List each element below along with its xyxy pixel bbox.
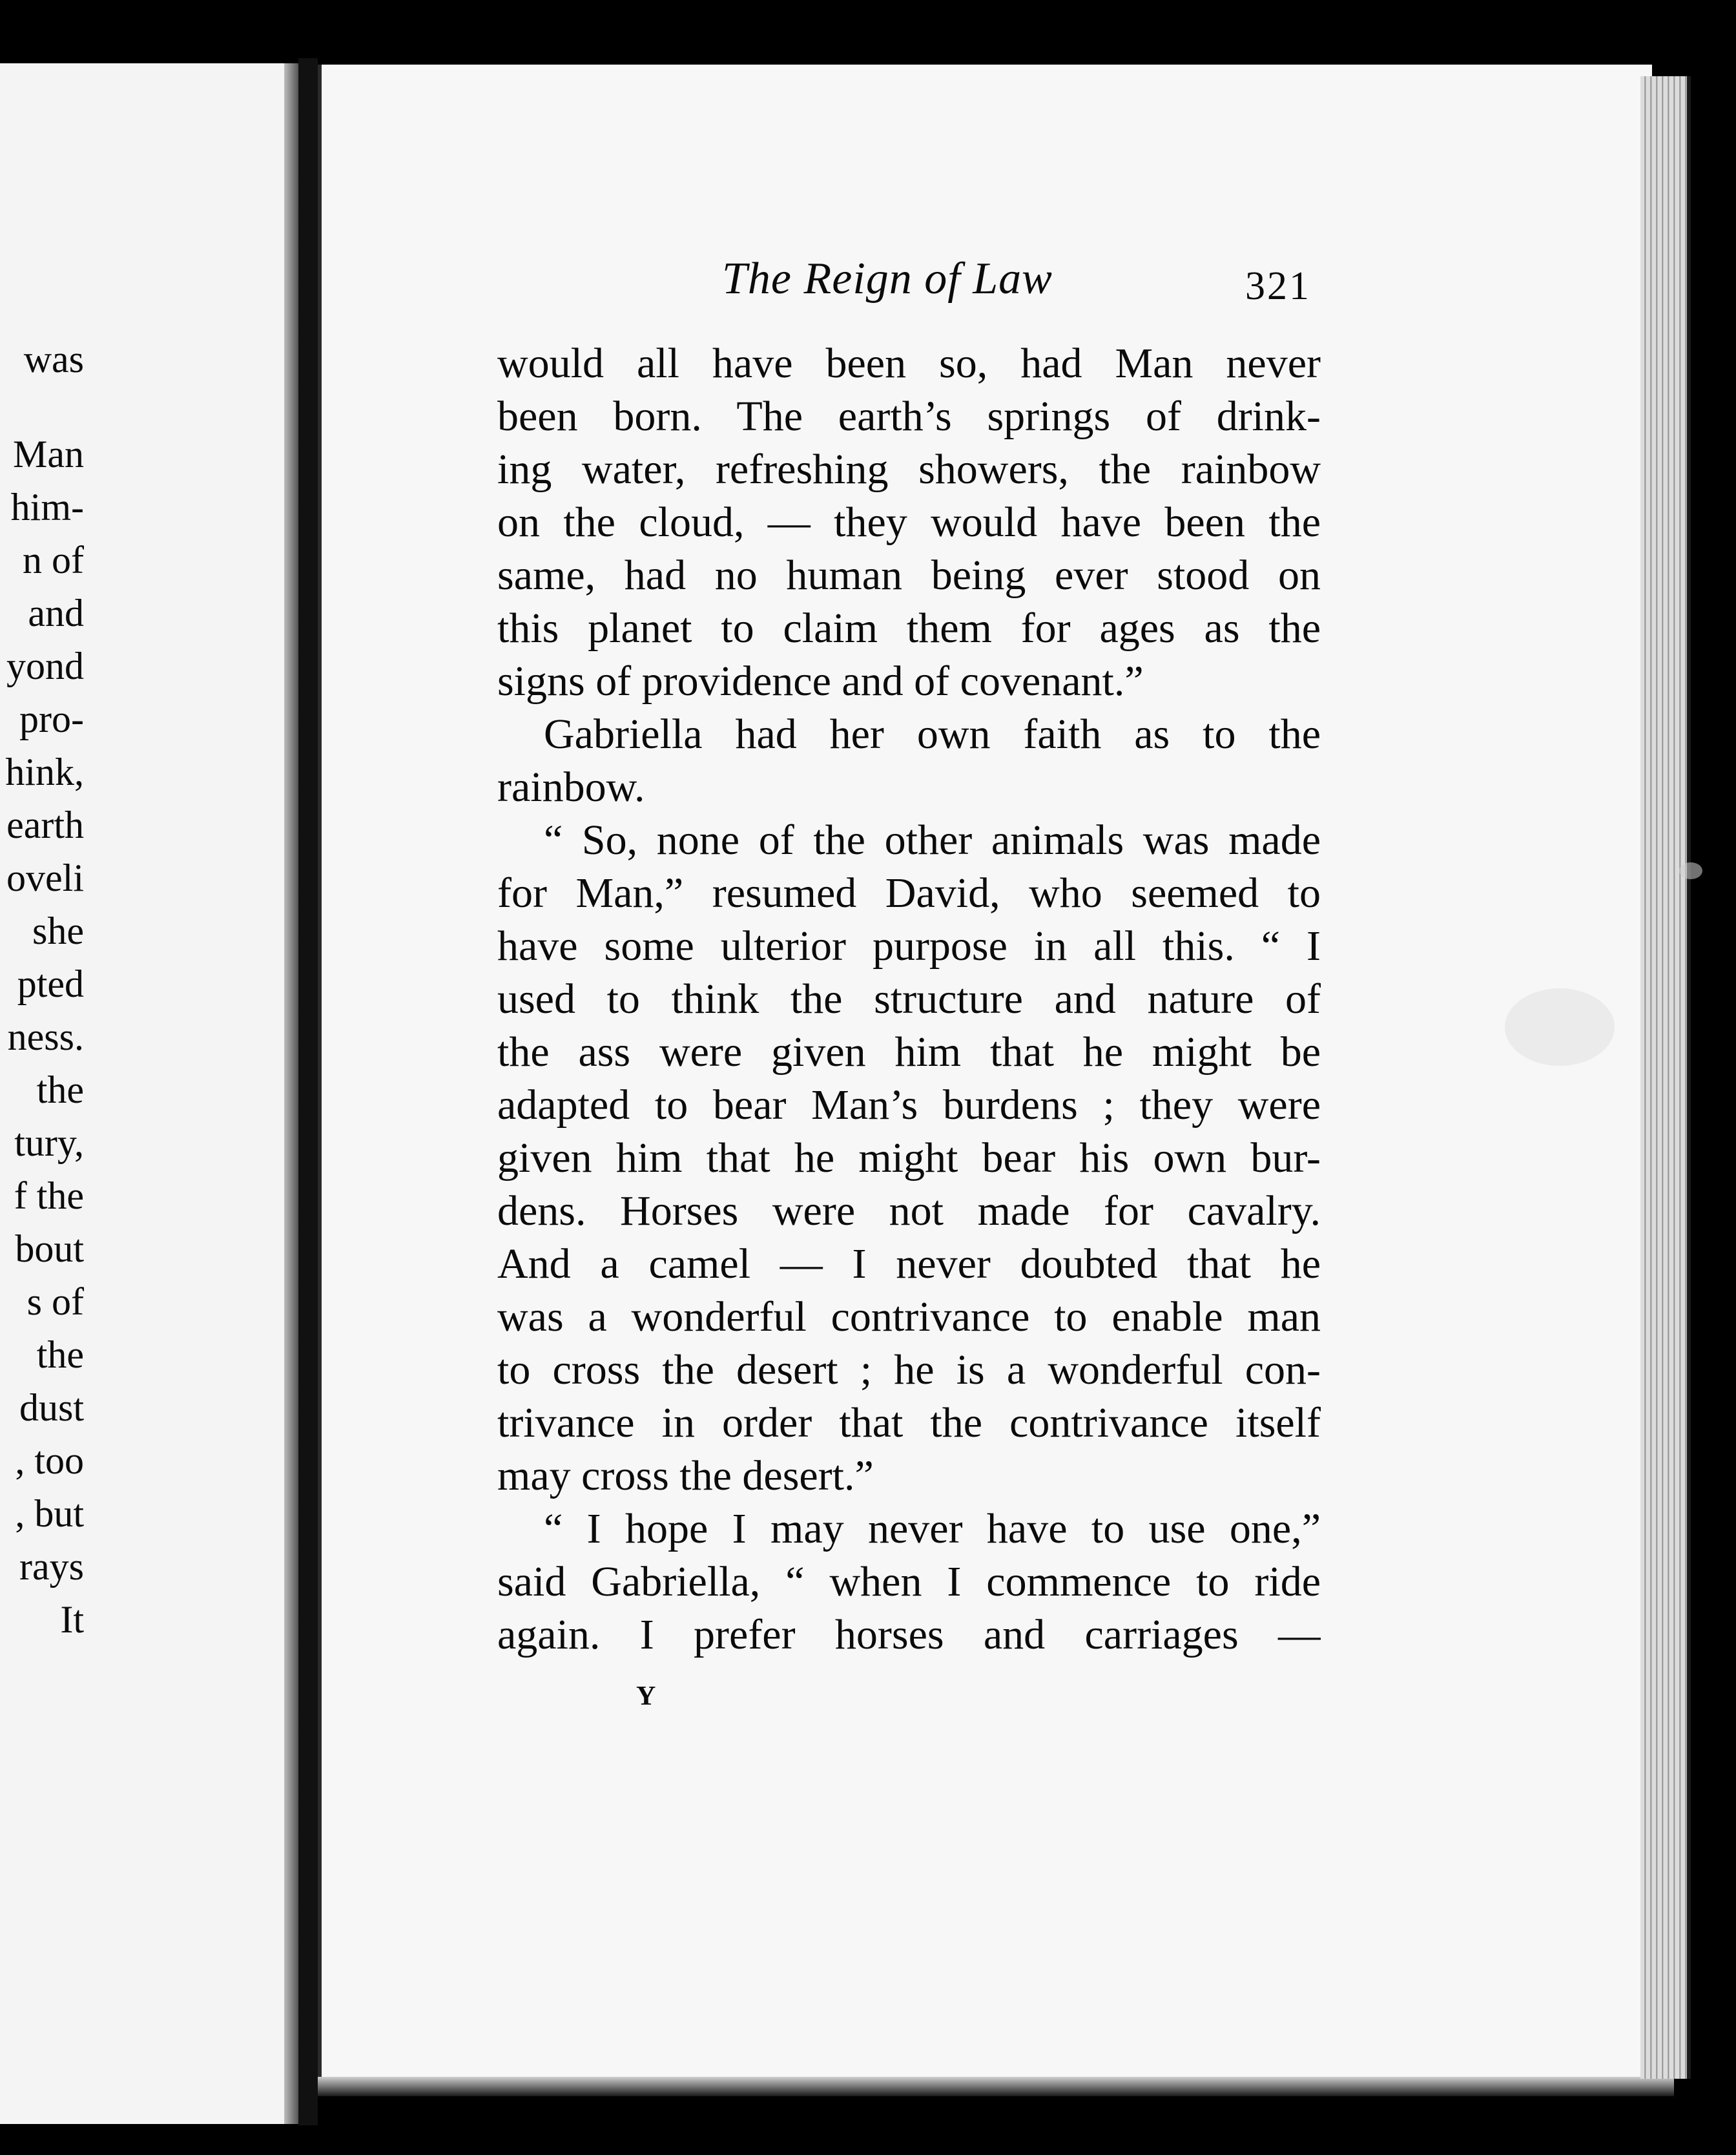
book-gutter <box>298 58 318 2125</box>
text-line: for Man,” resumed David, who seemed to <box>497 869 1321 917</box>
facing-line-fragment: , too <box>15 1439 84 1482</box>
text-line: said Gabriella, “ when I commence to ride <box>497 1558 1321 1605</box>
facing-line-fragment: was <box>23 338 84 380</box>
facing-line-fragment: Man <box>13 433 84 475</box>
text-line: given him that he might bear his own bur- <box>497 1134 1321 1182</box>
page-bottom-edge <box>318 2077 1674 2096</box>
facing-line-fragment: earth <box>6 804 84 846</box>
text-line: was a wonderful contrivance to enable man <box>497 1293 1321 1340</box>
text-line: on the cloud, — they would have been the <box>497 499 1321 546</box>
running-head: The Reign of Law <box>722 254 1053 304</box>
text-line: rainbow. <box>497 764 645 811</box>
facing-line-fragment: oveli <box>6 857 84 899</box>
text-line: have some ulterior purpose in all this. “ I <box>497 922 1321 970</box>
facing-line-fragment: bout <box>15 1227 84 1270</box>
page-fore-edge <box>1640 76 1691 2079</box>
facing-line-fragment: rays <box>19 1545 84 1588</box>
text-line: Gabriella had her own faith as to the <box>544 711 1321 758</box>
page-stain <box>1505 988 1615 1066</box>
facing-line-fragment: n of <box>23 539 84 581</box>
text-line: used to think the structure and nature of <box>497 975 1321 1023</box>
facing-page-text <box>0 333 84 1646</box>
facing-line-fragment: the <box>36 1333 84 1376</box>
text-line: “ I hope I may never have to use one,” <box>544 1505 1321 1552</box>
facing-line-fragment: hink, <box>5 751 84 793</box>
page-stain <box>1679 862 1702 879</box>
facing-line-fragment: him- <box>10 486 84 528</box>
facing-line-fragment: the <box>36 1068 84 1111</box>
facing-line-fragment: f the <box>14 1174 84 1217</box>
facing-line-fragment: ness. <box>7 1015 84 1058</box>
text-line: again. I prefer horses and carriages — <box>497 1611 1321 1658</box>
signature-mark: Y <box>636 1681 656 1711</box>
facing-line-fragment: It <box>60 1598 84 1641</box>
text-line: the ass were given him that he might be <box>497 1028 1321 1076</box>
text-line: same, had no human being ever stood on <box>497 552 1321 599</box>
facing-line-fragment: dust <box>19 1386 84 1429</box>
text-line: been born. The earth’s springs of drink- <box>497 393 1321 440</box>
text-line: would all have been so, had Man never <box>497 340 1321 387</box>
body-text <box>497 337 1321 1661</box>
text-line: And a camel — I never doubted that he <box>497 1240 1321 1287</box>
text-line: ing water, refreshing showers, the rainbow <box>497 446 1321 493</box>
facing-line-fragment: she <box>32 910 84 952</box>
facing-line-fragment: tury, <box>14 1121 84 1164</box>
text-line: trivance in order that the contrivance itself <box>497 1399 1321 1446</box>
facing-line-fragment: pted <box>17 963 84 1005</box>
facing-line-fragment: and <box>28 592 84 634</box>
text-line: this planet to claim them for ages as the <box>497 605 1321 652</box>
text-line: adapted to bear Man’s burdens ; they were <box>497 1081 1321 1129</box>
text-line: “ So, none of the other animals was made <box>544 817 1321 864</box>
facing-line-gap <box>0 386 84 428</box>
facing-line-fragment: s of <box>26 1280 84 1323</box>
facing-line-fragment: , but <box>15 1492 84 1535</box>
facing-page-edge <box>284 63 298 2124</box>
facing-line-fragment: yond <box>6 645 84 687</box>
text-line: may cross the desert.” <box>497 1452 874 1499</box>
text-line: signs of providence and of covenant.” <box>497 658 1144 705</box>
text-line: to cross the desert ; he is a wonderful con- <box>497 1346 1321 1393</box>
facing-line-fragment: pro- <box>19 698 84 740</box>
text-line: dens. Horses were not made for cavalry. <box>497 1187 1321 1234</box>
page-number: 321 <box>1245 264 1311 308</box>
